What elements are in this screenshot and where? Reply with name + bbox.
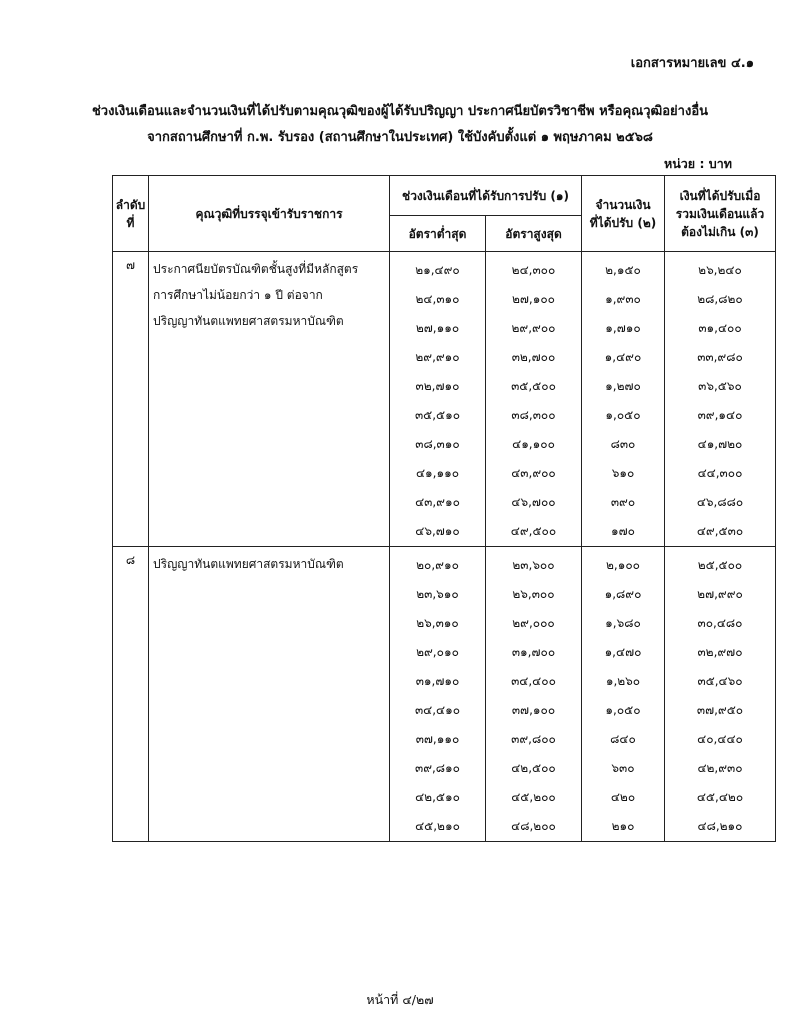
- table-row: [113, 547, 776, 842]
- min-rate-value: ๓๔,๔๑๐: [414, 703, 461, 717]
- salary-table: [112, 175, 776, 842]
- header-salary-range: ช่วงเงินเดือนที่ได้รับการปรับ (๑): [390, 176, 582, 216]
- cap-amount-value: ๒๖,๒๔๐: [698, 263, 742, 277]
- max-rate-value: ๒๓,๖๐๐: [512, 558, 555, 572]
- max-rate-value: ๔๑,๑๐๐: [512, 437, 555, 451]
- max-rate-value: ๓๔,๔๐๐: [511, 674, 556, 688]
- adjust-amount-value: ๑,๐๕๐: [605, 408, 641, 422]
- cap-amount-value: ๓๕,๔๖๐: [697, 674, 743, 688]
- row-number: ๘: [113, 547, 149, 842]
- adjust-amount-value: ๓๙๐: [610, 495, 636, 509]
- adjust-amount-value: ๒,๑๐๐: [606, 558, 640, 572]
- qualification-line: การศึกษาไม่น้อยกว่า ๑ ปี ต่อจาก: [153, 288, 323, 302]
- min-rate-value: ๒๐,๙๑๐: [416, 558, 459, 572]
- cap-amount-value: ๓๑,๔๐๐: [698, 321, 742, 335]
- adjust-amount-cell: [582, 547, 665, 842]
- cap-amount-value: ๓๗,๙๕๐: [696, 703, 744, 717]
- adjust-amount-value: ๔๒๐: [610, 790, 636, 804]
- header-adjust: [582, 176, 665, 252]
- qualification-cell: [149, 547, 390, 842]
- max-rate-value: ๓๒,๗๐๐: [511, 350, 556, 364]
- min-rate-cell: [390, 547, 486, 842]
- header-no-line2: ที่: [126, 215, 135, 230]
- header-cap-line2: รวมเงินเดือนแล้ว: [675, 206, 765, 221]
- adjust-amount-cell: [582, 252, 665, 547]
- max-rate-value: ๓๘,๓๐๐: [511, 408, 556, 422]
- row-number: ๗: [113, 252, 149, 547]
- cap-amount-value: ๓๒,๙๗๐: [697, 645, 743, 659]
- min-rate-value: ๓๑,๗๑๐: [415, 674, 460, 688]
- adjust-amount-value: ๒๑๐: [611, 819, 635, 833]
- cap-amount-value: ๔๖,๘๘๐: [696, 495, 744, 509]
- header-adjust-line1: จำนวนเงิน: [595, 197, 651, 212]
- max-rate-cell: [486, 252, 582, 547]
- qualification-line: ปริญญาทันตแพทยศาสตรมหาบัณฑิต: [153, 557, 344, 571]
- header-row-1: [113, 176, 776, 216]
- header-adjust-line2: ที่ได้ปรับ (๒): [589, 215, 657, 230]
- max-rate-value: ๔๘,๒๐๐: [511, 819, 556, 833]
- max-rate-value: ๓๙,๘๐๐: [511, 732, 556, 746]
- cap-amount-value: ๒๘,๘๒๐: [697, 292, 743, 306]
- max-rate-value: ๔๖,๗๐๐: [511, 495, 556, 509]
- cap-amount-value: ๔๕,๔๒๐: [696, 790, 744, 804]
- adjust-amount-value: ๖๑๐: [611, 466, 635, 480]
- page-footer: หน้าที่ ๔/๒๗: [366, 992, 434, 1007]
- cap-amount-value: ๓๐,๔๘๐: [697, 616, 743, 630]
- min-rate-value: ๓๙,๘๑๐: [414, 761, 460, 775]
- table-row: [113, 252, 776, 547]
- min-rate-value: ๔๕,๒๑๐: [415, 819, 460, 833]
- qualification-line: ปริญญาทันตแพทยศาสตรมหาบัณฑิต: [153, 314, 344, 328]
- max-rate-value: ๒๙,๐๐๐: [512, 616, 555, 630]
- cap-amount-cell: [665, 547, 776, 842]
- adjust-amount-value: ๑,๔๙๐: [604, 350, 642, 364]
- qualification-cell: [149, 252, 390, 547]
- adjust-amount-value: ๒,๑๕๐: [605, 263, 641, 277]
- adjust-amount-value: ๑,๗๑๐: [605, 321, 641, 335]
- cap-amount-value: ๔๐,๔๔๐: [697, 732, 743, 746]
- min-rate-value: ๒๗,๑๑๐: [415, 321, 460, 335]
- adjust-amount-value: ๑,๒๖๐: [605, 674, 641, 688]
- max-rate-value: ๒๖,๓๐๐: [512, 587, 555, 601]
- max-rate-value: ๓๗,๑๐๐: [511, 703, 556, 717]
- cap-amount-cell: [665, 252, 776, 547]
- header-cap: [665, 176, 776, 252]
- adjust-amount-value: ๘๔๐: [610, 732, 636, 746]
- min-rate-value: ๒๑,๔๙๐: [415, 263, 460, 277]
- min-rate-value: ๒๙,๙๑๐: [415, 350, 460, 364]
- max-rate-cell: [486, 547, 582, 842]
- header-cap-line3: ต้องไม่เกิน (๓): [681, 224, 759, 239]
- max-rate-value: ๔๕,๒๐๐: [511, 790, 556, 804]
- max-rate-value: ๔๓,๙๐๐: [511, 466, 556, 480]
- min-rate-value: ๓๗,๑๑๐: [415, 732, 460, 746]
- title-line-1: ช่วงเงินเดือนและจำนวนเงินที่ได้ปรับตามคุณวุฒิของผู้ได้รับปริญญา ประกาศนียบัตรวิชาชีพ หรือคุณวุฒิอย่างอื่น: [91, 104, 709, 119]
- cap-amount-value: ๔๙,๕๓๐: [696, 524, 744, 538]
- max-rate-value: ๓๕,๕๐๐: [511, 379, 556, 393]
- max-rate-value: ๔๒,๕๐๐: [511, 761, 556, 775]
- cap-amount-value: ๔๑,๗๒๐: [697, 437, 743, 451]
- cap-amount-value: ๔๔,๓๐๐: [697, 466, 743, 480]
- cap-amount-value: ๔๘,๒๑๐: [697, 819, 743, 833]
- min-rate-value: ๒๖,๓๑๐: [416, 616, 459, 630]
- max-rate-value: ๒๔,๓๐๐: [511, 263, 556, 277]
- cap-amount-value: ๒๗,๙๙๐: [697, 587, 743, 601]
- min-rate-value: ๔๒,๕๑๐: [415, 790, 460, 804]
- min-rate-value: ๓๒,๗๑๐: [415, 379, 460, 393]
- document-reference: เอกสารหมายเลข ๔.๑: [630, 56, 754, 71]
- max-rate-value: ๓๑,๗๐๐: [511, 645, 556, 659]
- max-rate-value: ๔๙,๕๐๐: [510, 524, 557, 538]
- adjust-amount-value: ๑๗๐: [611, 524, 635, 538]
- adjust-amount-value: ๑,๖๘๐: [605, 616, 641, 630]
- adjust-amount-value: ๑,๐๕๐: [605, 703, 641, 717]
- qualification-line: ประกาศนียบัตรบัณฑิตชั้นสูงที่มีหลักสูตร: [153, 262, 359, 276]
- min-rate-value: ๓๕,๕๑๐: [414, 408, 461, 422]
- cap-amount-value: ๓๓,๙๘๐: [697, 350, 743, 364]
- title-line-2: จากสถานศึกษาที่ ก.พ. รับรอง (สถานศึกษาในประเทศ) ใช้บังคับตั้งแต่ ๑ พฤษภาคม ๒๕๖๘: [147, 130, 653, 145]
- adjust-amount-value: ๑,๘๙๐: [604, 587, 642, 601]
- min-rate-value: ๔๑,๑๑๐: [415, 466, 460, 480]
- adjust-amount-value: ๑,๔๗๐: [604, 645, 642, 659]
- header-no: [113, 176, 149, 252]
- adjust-amount-value: ๘๓๐: [610, 437, 636, 451]
- adjust-amount-value: ๑,๒๗๐: [605, 379, 641, 393]
- min-rate-value: ๒๔,๓๑๐: [415, 292, 460, 306]
- header-cap-line1: เงินที่ได้ปรับเมื่อ: [679, 188, 761, 203]
- min-rate-cell: [390, 252, 486, 547]
- min-rate-value: ๔๓,๙๑๐: [415, 495, 460, 509]
- cap-amount-value: ๒๕,๕๐๐: [697, 558, 743, 572]
- header-no-line1: ลำดับ: [115, 197, 146, 212]
- table-body: [113, 252, 776, 842]
- min-rate-value: ๓๘,๓๑๐: [415, 437, 460, 451]
- cap-amount-value: ๓๖,๕๖๐: [698, 379, 742, 393]
- header-qualification: คุณวุฒิที่บรรจุเข้ารับราชการ: [149, 176, 390, 252]
- min-rate-value: ๒๙,๐๑๐: [416, 645, 459, 659]
- min-rate-value: ๔๖,๗๑๐: [415, 524, 460, 538]
- cap-amount-value: ๓๙,๑๔๐: [697, 408, 743, 422]
- adjust-amount-value: ๑,๙๓๐: [605, 292, 641, 306]
- adjust-amount-value: ๖๓๐: [611, 761, 635, 775]
- max-rate-value: ๒๗,๑๐๐: [511, 292, 555, 306]
- max-rate-value: ๒๙,๙๐๐: [511, 321, 556, 335]
- min-rate-value: ๒๓,๖๑๐: [416, 587, 459, 601]
- header-max: อัตราสูงสุด: [486, 216, 582, 252]
- header-min: อัตราต่ำสุด: [390, 216, 486, 252]
- cap-amount-value: ๔๒,๙๓๐: [697, 761, 743, 775]
- unit-label: หน่วย : บาท: [663, 156, 732, 171]
